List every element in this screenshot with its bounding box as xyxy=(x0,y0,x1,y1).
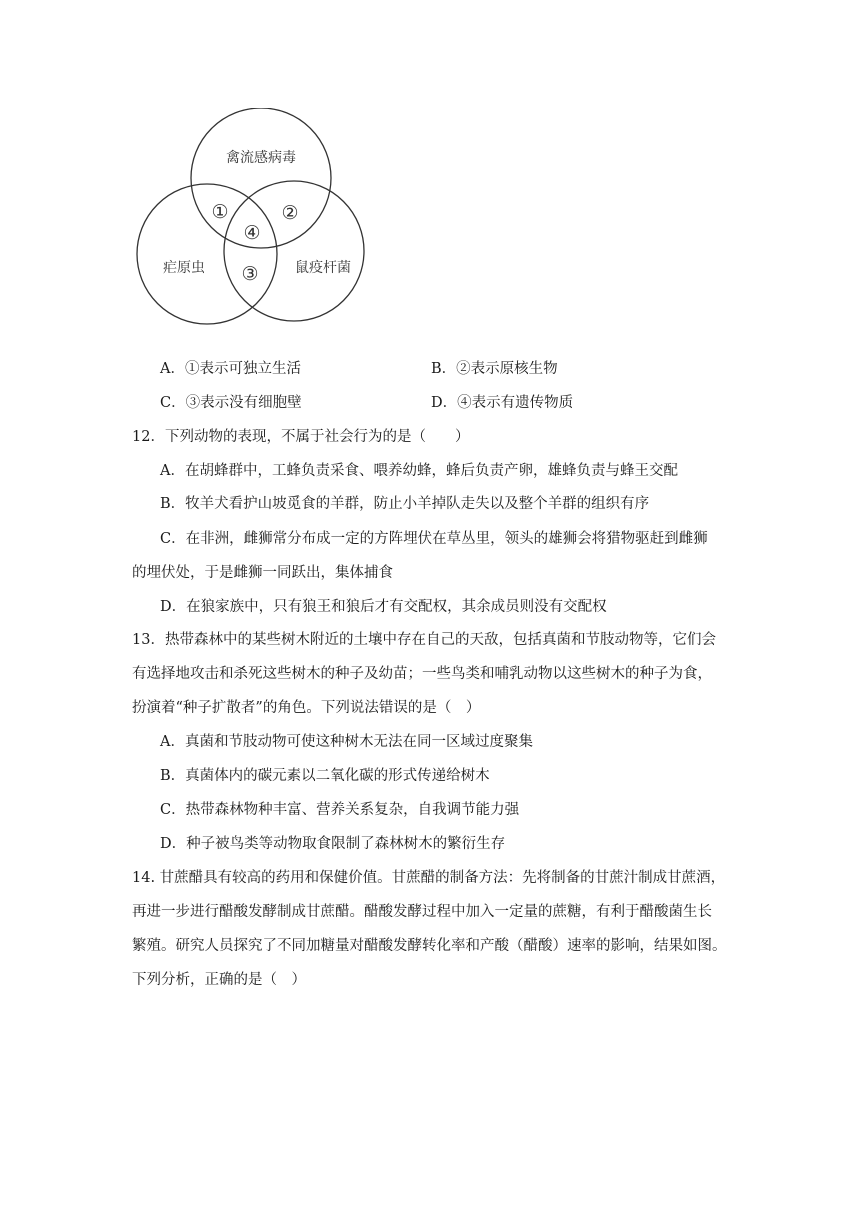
venn-circle-left xyxy=(137,184,277,324)
q14-stem-line4: 下列分析，正确的是（ ） xyxy=(132,972,306,988)
venn-region-3: ③ xyxy=(241,263,259,285)
venn-label-left: 疟原虫 xyxy=(163,260,205,276)
q12-option-a: A．在胡蜂群中，工蜂负责采食、喂养幼蜂，蜂后负责产卵，雄蜂负责与蜂王交配 xyxy=(160,463,678,479)
venn-diagram xyxy=(128,108,378,330)
venn-region-2: ② xyxy=(281,202,299,224)
q12-option-c-line1: C．在非洲，雌狮常分布成一定的方阵埋伏在草丛里，领头的雄狮会将猎物驱赶到雌狮 xyxy=(160,531,708,547)
q11-option-b: B．②表示原核生物 xyxy=(431,361,558,377)
q12-option-b: B．牧羊犬看护山坡觅食的羊群，防止小羊掉队走失以及整个羊群的组织有序 xyxy=(160,496,650,512)
q13-stem-line1: 13．热带森林中的某些树木附近的土壤中存在自己的天敌，包括真菌和节肢动物等，它们会 xyxy=(132,632,716,648)
q12-option-d: D．在狼家族中，只有狼王和狼后才有交配权，其余成员则没有交配权 xyxy=(160,599,607,615)
q14-stem-line1: 14. 甘蔗醋具有较高的药用和保健价值。甘蔗醋的制备方法：先将制备的甘蔗汁制成甘蔗酒， xyxy=(132,870,726,886)
venn-circle-top xyxy=(191,108,331,248)
venn-label-top: 禽流感病毒 xyxy=(226,150,296,166)
q14-stem-line3: 繁殖。研究人员探究了不同加糖量对醋酸发酵转化率和产酸（醋酸）速率的影响，结果如图。 xyxy=(132,938,727,954)
q13-stem-line3: 扮演着“种子扩散者”的角色。下列说法错误的是（ ） xyxy=(132,700,481,716)
q13-option-b: B．真菌体内的碳元素以二氧化碳的形式传递给树木 xyxy=(160,768,490,784)
venn-region-1: ① xyxy=(211,201,229,223)
q11-option-c: C．③表示没有细胞壁 xyxy=(160,395,302,411)
q13-option-c: C．热带森林物种丰富、营养关系复杂，自我调节能力强 xyxy=(160,802,520,818)
q13-option-a: A．真菌和节肢动物可使这种树木无法在同一区域过度聚集 xyxy=(160,734,533,750)
q14-stem-line2: 再进一步进行醋酸发酵制成甘蔗醋。醋酸发酵过程中加入一定量的蔗糖，有利于醋酸菌生长 xyxy=(132,904,712,920)
q12-option-c-line2: 的埋伏处，于是雌狮一同跃出，集体捕食 xyxy=(132,565,393,581)
q11-option-a: A．①表示可独立生活 xyxy=(160,361,301,377)
venn-label-right: 鼠疫杆菌 xyxy=(295,260,351,276)
q13-stem-line2: 有选择地攻击和杀死这些树木的种子及幼苗；一些鸟类和哺乳动物以这些树木的种子为食， xyxy=(132,666,712,682)
q12-stem: 12．下列动物的表现，不属于社会行为的是（ ） xyxy=(132,429,470,445)
q13-option-d: D．种子被鸟类等动物取食限制了森林树木的繁衍生存 xyxy=(160,836,506,852)
venn-region-4: ④ xyxy=(243,222,261,244)
q11-option-d: D．④表示有遗传物质 xyxy=(431,395,574,411)
